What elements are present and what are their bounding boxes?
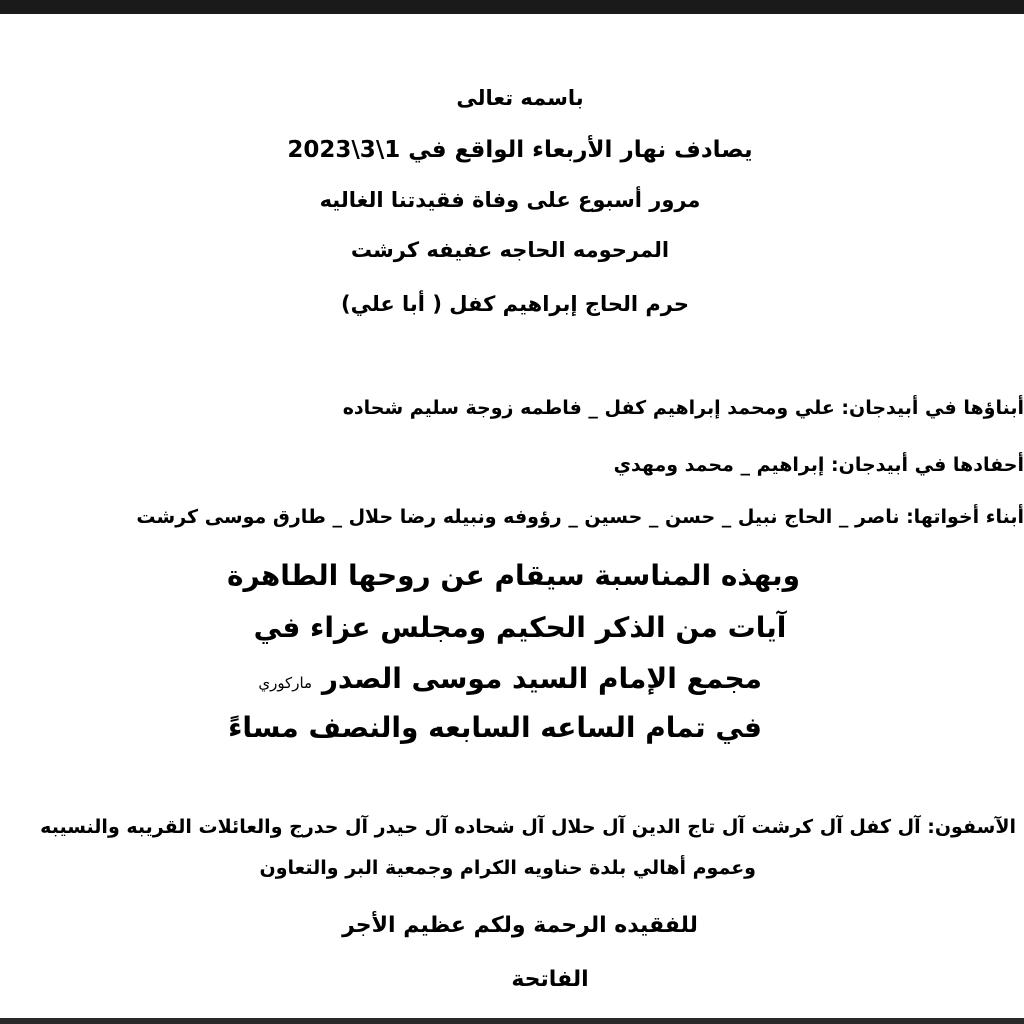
mourners-line-2: وعموم أهالي بلدة حناويه الكرام وجمعية البر والتعاون: [259, 857, 756, 879]
closing-line-1: للفقيده الرحمة ولكم عظيم الأجر: [342, 913, 698, 938]
header-line-3: مرور أسبوع على وفاة فقيدتنا الغاليه: [319, 188, 701, 212]
top-border: [0, 0, 1024, 14]
header-line-2: يصادف نهار الأربعاء الواقع في 1\3\2023: [287, 137, 753, 163]
family-grandsons: أحفادها في أبيدجان: إبراهيم _ محمد ومهدي: [613, 454, 1024, 476]
header-line-5: حرم الحاج إبراهيم كفل ( أبا علي): [340, 292, 690, 316]
bottom-border: [0, 1018, 1024, 1024]
announcement-line-1: وبهذه المناسبة سيقام عن روحها الطاهرة: [226, 559, 800, 592]
announcement-line-2: آيات من الذكر الحكيم ومجلس عزاء في: [253, 611, 787, 644]
header-line-4: المرحومه الحاجه عفيفه كرشت: [350, 238, 670, 262]
announcement-line-3: [258, 662, 762, 695]
header-line-1: باسمه تعالى: [456, 86, 584, 110]
announcement-venue-area: ماركوري: [258, 674, 313, 692]
family-nephews: أبناء أخواتها: ناصر _ الحاج نبيل _ حسن _ حسين _ رؤوفه ونبيله رضا حلال _ طارق موسى كرشت: [136, 506, 1024, 528]
announcement-line-4: في تمام الساعه السابعه والنصف مساءً: [228, 711, 762, 744]
mourners-line-1: الآسفون: آل كفل آل كرشت آل تاج الدين آل حلال آل شحاده آل حيدر آل حدرج والعائلات القريبه والنسيبه: [40, 816, 1016, 838]
family-sons: أبناؤها في أبيدجان: علي ومحمد إبراهيم كفل _ فاطمه زوجة سليم شحاده: [342, 397, 1024, 419]
closing-line-2: الفاتحة: [511, 967, 589, 992]
announcement-venue: مجمع الإمام السيد موسى الصدر: [321, 662, 762, 695]
